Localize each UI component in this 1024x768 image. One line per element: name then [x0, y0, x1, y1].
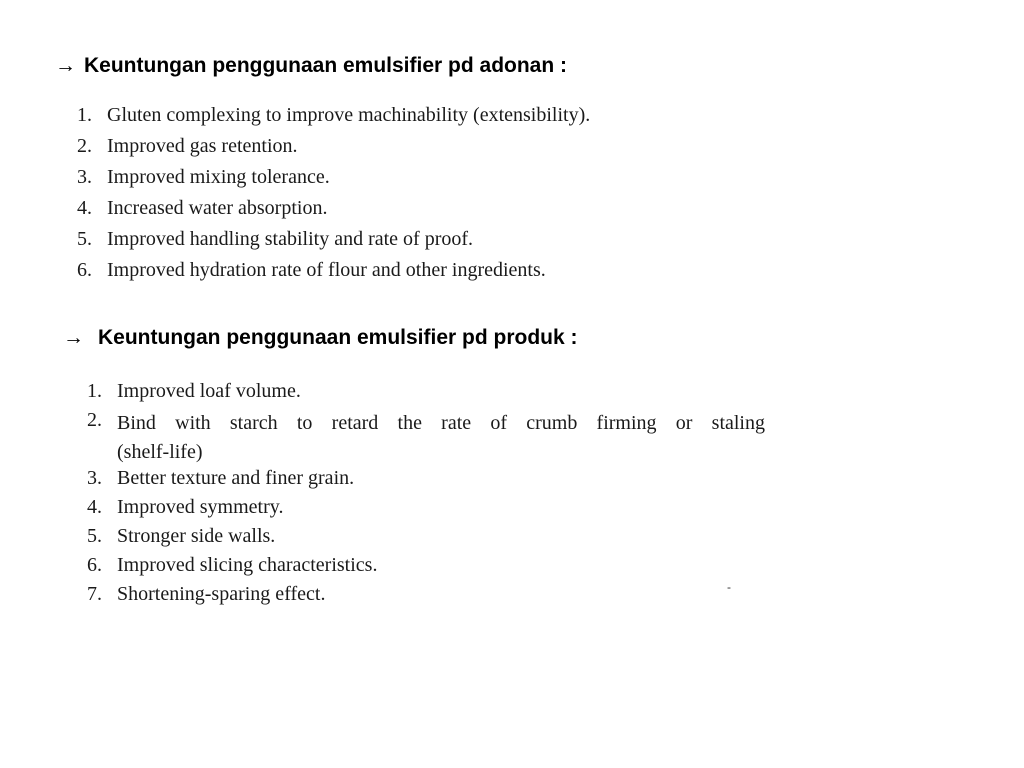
list-item-text: Improved mixing tolerance. [107, 166, 330, 188]
list-item-number: 4. [87, 496, 102, 518]
list-item-number: 5. [77, 228, 92, 250]
list-item-text: Better texture and finer grain. [117, 467, 355, 489]
list-item-text: Increased water absorption. [107, 197, 328, 219]
right-arrow-icon: → [63, 326, 84, 349]
heading-adonan [55, 55, 567, 76]
list-item-text-line: Bind with starch to retard the rate of crumb firming or staling [117, 412, 765, 434]
list-item [87, 409, 777, 467]
heading-produk [63, 327, 578, 348]
list-item-number: 6. [77, 259, 92, 281]
list-item-text-line: (shelf-life) [117, 441, 203, 463]
list-item-text: Gluten complexing to improve machinability (extensibility). [107, 104, 591, 126]
benefits-list-produk [87, 380, 777, 612]
list-item-number: 3. [87, 467, 102, 489]
list-item-text: Improved loaf volume. [117, 380, 301, 402]
list-item [77, 104, 697, 135]
list-item-number: 4. [77, 197, 92, 219]
list-item [77, 197, 697, 228]
benefits-list-adonan [77, 104, 697, 290]
list-item-text: Improved symmetry. [117, 496, 284, 518]
list-item-text: Improved handling stability and rate of proof. [107, 228, 474, 250]
list-item-text [117, 409, 765, 467]
heading-adonan-text: Keuntungan penggunaan emulsifier pd adonan : [84, 54, 568, 77]
list-item-number: 1. [87, 380, 102, 402]
list-item-number: 2. [87, 409, 102, 431]
list-item-number: 6. [87, 554, 102, 576]
list-item-number: 3. [77, 166, 92, 188]
list-item-number: 7. [87, 583, 102, 605]
list-item [77, 135, 697, 166]
list-item [87, 467, 777, 496]
list-item [87, 525, 777, 554]
list-item [87, 380, 777, 409]
list-item-text: Improved hydration rate of flour and other ingredients. [107, 259, 546, 281]
list-item-number: 2. [77, 135, 92, 157]
right-arrow-icon: → [55, 54, 76, 77]
list-item-number: 1. [77, 104, 92, 126]
list-item-number: 5. [87, 525, 102, 547]
list-item [77, 166, 697, 197]
list-item-text: Improved gas retention. [107, 135, 298, 157]
list-item [87, 496, 777, 525]
list-item [77, 259, 697, 290]
list-item-text: Improved slicing characteristics. [117, 554, 378, 576]
list-item-text: Shortening-sparing effect. [117, 583, 326, 605]
list-item [87, 554, 777, 583]
list-item [87, 583, 777, 612]
list-item-text: Stronger side walls. [117, 525, 276, 547]
stray-mark: - [727, 580, 731, 594]
list-item [77, 228, 697, 259]
heading-produk-text: Keuntungan penggunaan emulsifier pd produk : [98, 326, 578, 349]
